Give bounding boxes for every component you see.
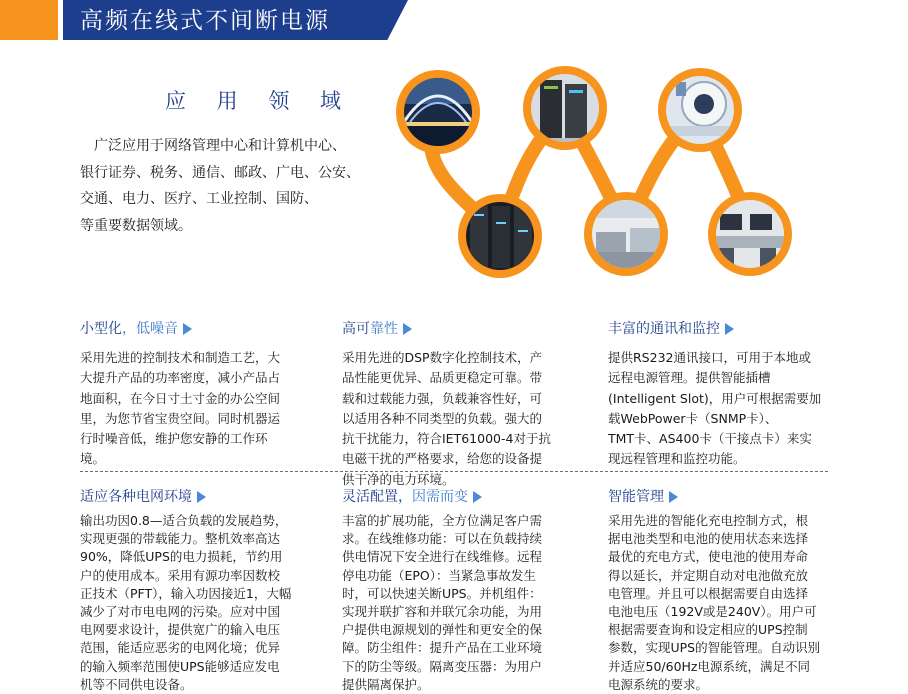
triangle-arrow-icon	[403, 323, 412, 335]
feature-heading	[80, 320, 320, 338]
feature-line: 求。在线维修功能：可以在负载持续	[342, 531, 543, 547]
application-photo-network	[0, 0, 908, 300]
applications-line: 银行证券、税务、通信、邮政、广电、公安、	[80, 164, 360, 181]
feature-line: 电网要求设计，提供宽广的输入电压	[80, 622, 281, 638]
applications-title: 应 用 领 域	[165, 89, 354, 113]
feature-title: 灵活配置，	[342, 489, 412, 505]
feature-line: 提供隔离保护。	[342, 676, 430, 692]
feature-line: 丰富的扩展功能，全方位满足客户需	[342, 513, 543, 528]
feature-line: 品性能更优异、品质更稳定可靠。带	[342, 370, 543, 386]
feature-line: 境。	[80, 451, 106, 467]
page-title: 高频在线式不间断电源	[80, 8, 330, 34]
feature-compact-quiet	[80, 320, 320, 470]
feature-title: 丰富的通讯和监控	[608, 321, 720, 337]
feature-line: 电磁干扰的严格要求，给您的设备提	[342, 451, 543, 467]
bridge-photo	[396, 70, 480, 156]
section-divider	[80, 471, 828, 472]
feature-body	[80, 348, 320, 470]
feature-body	[342, 348, 582, 490]
feature-line: TMT卡、AS400卡（干接点卡）来实	[608, 431, 812, 447]
feature-line: 远程电源管理。提供智能插槽	[608, 370, 771, 386]
feature-line: 停电功能（EPO）：当紧急事故发生	[342, 567, 537, 583]
feature-line: 得以延长，并定期自动对电池做充放	[608, 567, 809, 583]
feature-line: 实现并联扩容和并联冗余功能，为用	[342, 604, 543, 620]
feature-line: 时，可以快速关断UPS。并机组件：	[342, 585, 542, 601]
office-workstation-photo	[708, 192, 792, 276]
feature-line: 正技术（PFT），输入功因接近1，大幅	[80, 585, 292, 601]
feature-line: 供电情况下安全进行在线维修。远程	[342, 549, 543, 565]
triangle-arrow-icon	[669, 491, 678, 503]
feature-heading	[342, 320, 582, 338]
feature-line: 最优的充电方式，使电池的使用寿命	[608, 549, 809, 565]
feature-line: 里，为您节省宝贵空间。同时机器运	[80, 410, 281, 426]
feature-heading	[80, 488, 320, 506]
feature-line: 下的防尘等级。隔离变压器：为用户	[342, 658, 543, 674]
triangle-arrow-icon	[725, 323, 734, 335]
server-cabinet-photo	[523, 66, 610, 150]
feature-high-reliability	[342, 320, 582, 490]
feature-communication-monitoring	[608, 320, 848, 470]
applications-line: 广泛应用于网络管理中心和计算机中心、	[94, 138, 346, 154]
feature-line: 采用先进的DSP数字化控制技术，产	[342, 350, 543, 365]
applications-line: 等重要数据领域。	[80, 217, 192, 234]
applications-line: 交通、电力、医疗、工业控制、国防、	[80, 191, 318, 207]
feature-line: 并适应50/60Hz电源系统，满足不同	[608, 658, 810, 674]
feature-line: 范围，能适应恶劣的电网化境；优异	[80, 640, 281, 656]
feature-title: 智能管理	[608, 489, 664, 505]
feature-line: 电源系统的要求。	[608, 676, 709, 692]
feature-line: 机等不同供电设备。	[80, 676, 193, 692]
feature-line: 电管理。并且可以根据需要自由选择	[608, 585, 809, 601]
feature-intelligent-management	[608, 488, 848, 694]
triangle-arrow-icon	[197, 491, 206, 503]
feature-line: 的输入频率范围使UPS能够适应发电	[80, 658, 280, 674]
data-center-photo	[458, 194, 542, 278]
medical-scanner-photo	[658, 68, 742, 152]
feature-line: 抗干扰能力，符合IET61000-4对于抗	[342, 431, 551, 447]
feature-line: 现远程管理和监控功能。	[608, 451, 746, 467]
triangle-arrow-icon	[473, 491, 482, 503]
feature-body	[342, 512, 582, 694]
feature-line: 以适用各种不同类型的负载。强大的	[342, 410, 543, 426]
feature-title-highlight: 靠性	[370, 321, 398, 337]
feature-line: 参数，实现UPS的智能管理。自动识别	[608, 640, 821, 656]
feature-title: 高可	[342, 321, 370, 337]
feature-title: 小型化	[80, 321, 122, 337]
feature-line: 供干净的电力环境。	[342, 471, 455, 487]
feature-body	[608, 348, 848, 470]
feature-flexible-configuration	[342, 488, 582, 694]
feature-line: 障。防尘组件：提升产品在工业环境	[342, 640, 543, 656]
feature-line: 行时噪音低，维护您安静的工作环	[80, 431, 268, 447]
feature-body	[608, 512, 848, 694]
feature-line: 载和过载能力强，负载兼容性好，可	[342, 390, 543, 406]
feature-line: 根据需要查询和设定相应的UPS控制	[608, 622, 808, 638]
feature-line: (Intelligent Slot)，用户可根据需要加	[608, 390, 822, 406]
feature-line: 户提供电源规划的弹性和更安全的保	[342, 622, 543, 638]
feature-line: 采用先进的智能化充电控制方式，根	[608, 513, 809, 528]
factory-floor-photo	[584, 192, 668, 276]
feature-line: 采用先进的控制技术和制造工艺，大	[80, 350, 281, 365]
feature-line: 地面积，在今日寸土寸金的办公空间	[80, 390, 281, 406]
feature-line: 电池电压（192V或是240V）。用户可	[608, 604, 817, 620]
feature-title-highlight: 因需而变	[412, 489, 468, 505]
feature-line: 输出功因0.8—适合负载的发展趋势，	[80, 513, 288, 528]
feature-heading	[342, 488, 582, 506]
feature-title-highlight: ，低噪音	[122, 321, 178, 337]
feature-body	[80, 512, 320, 694]
feature-line: 实现更强的带载能力。整机效率高达	[80, 531, 281, 547]
feature-line: 提供RS232通讯接口，可用于本地或	[608, 350, 811, 365]
feature-line: 大提升产品的功率密度，减小产品占	[80, 370, 281, 386]
feature-heading	[608, 320, 848, 338]
feature-line: 户的使用成本。采用有源功率因数校	[80, 567, 281, 583]
feature-line: 载WebPower卡（SNMP卡）、	[608, 410, 778, 426]
feature-line: 90%，降低UPS的电力损耗，节约用	[80, 549, 283, 565]
feature-heading	[608, 488, 848, 506]
feature-line: 据电池类型和电池的使用状态来选择	[608, 531, 809, 547]
feature-grid-adaptability	[80, 488, 320, 694]
triangle-arrow-icon	[183, 323, 192, 335]
feature-line: 减少了对市电电网的污染。应对中国	[80, 604, 281, 620]
feature-title: 适应各种电网环境	[80, 489, 192, 505]
